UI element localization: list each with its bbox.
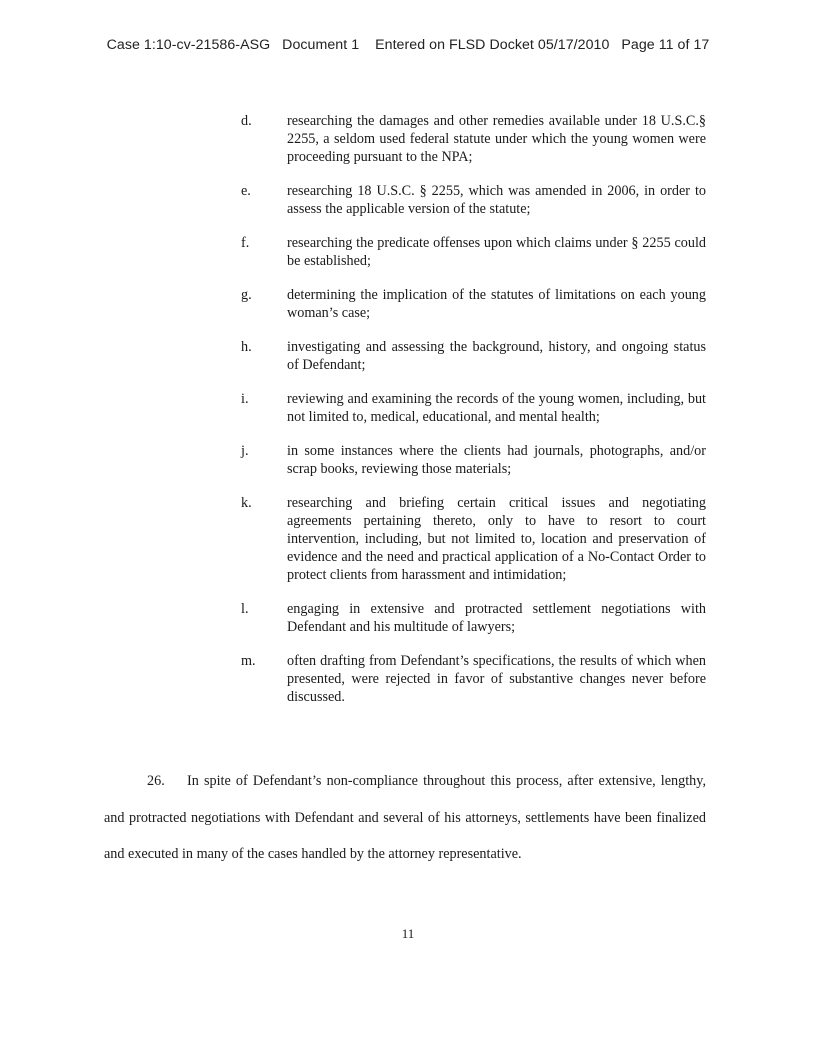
item-text: engaging in extensive and protracted settlement negotiations with Defendant and his multitude of lawyers; [287,601,706,635]
item-label: m. [241,653,256,669]
item-text: investigating and assessing the background, history, and ongoing status of Defendant; [287,339,706,373]
item-label: h. [241,339,252,355]
list-item-f [241,234,706,270]
item-text: researching 18 U.S.C. § 2255, which was amended in 2006, in order to assess the applicable version of the statute; [287,183,706,217]
list-item-l [241,600,706,636]
page-number: 11 [401,926,415,941]
work-items-list [241,112,706,722]
list-item-e [241,182,706,218]
item-text: researching the predicate offenses upon which claims under § 2255 could be established; [287,235,706,269]
item-text: often drafting from Defendant’s specifications, the results of which when presented, were rejected in favor of substantive changes never before discussed. [287,653,706,705]
item-label: d. [241,113,252,129]
item-text: determining the implication of the statutes of limitations on each young woman’s case; [287,287,706,321]
list-item-g [241,286,706,322]
list-item-k [241,494,706,584]
list-item-i [241,390,706,426]
item-label: j. [241,443,249,459]
list-item-j [241,442,706,478]
item-label: l. [241,601,249,617]
list-item-h [241,338,706,374]
docket-header: Case 1:10-cv-21586-ASG Document 1 Entered on FLSD Docket 05/17/2010 Page 11 of 17 [106,37,710,53]
list-item-d [241,112,706,166]
item-text: reviewing and examining the records of the young women, including, but not limited to, medical, educational, and mental health; [287,391,706,425]
item-label: f. [241,235,250,251]
paragraph-text: In spite of Defendant’s non-compliance throughout this process, after extensive, lengthy, and protracted negotiations with Defendant and several of his attorneys, settlements have been finalized and executed in many of the cases handled by the attorney representative. [104,773,706,862]
item-label: e. [241,183,251,199]
item-label: k. [241,495,252,511]
item-text: researching the damages and other remedies available under 18 U.S.C.§ 2255, a seldom used federal statute under which the young women were proceeding pursuant to the NPA; [287,113,706,165]
list-item-m [241,652,706,706]
paragraph-number: 26. [147,773,165,789]
item-label: g. [241,287,252,303]
paragraph-26 [104,763,706,873]
item-label: i. [241,391,249,407]
item-text: researching and briefing certain critical issues and negotiating agreements pertaining thereto, only to have to resort to court intervention, including, but not limited to, location and preservation of evidence and the need and practical application of a No-Contact Order to protect clients from harassment and intimidation; [287,495,706,583]
item-text: in some instances where the clients had journals, photographs, and/or scrap books, reviewing those materials; [287,443,706,477]
